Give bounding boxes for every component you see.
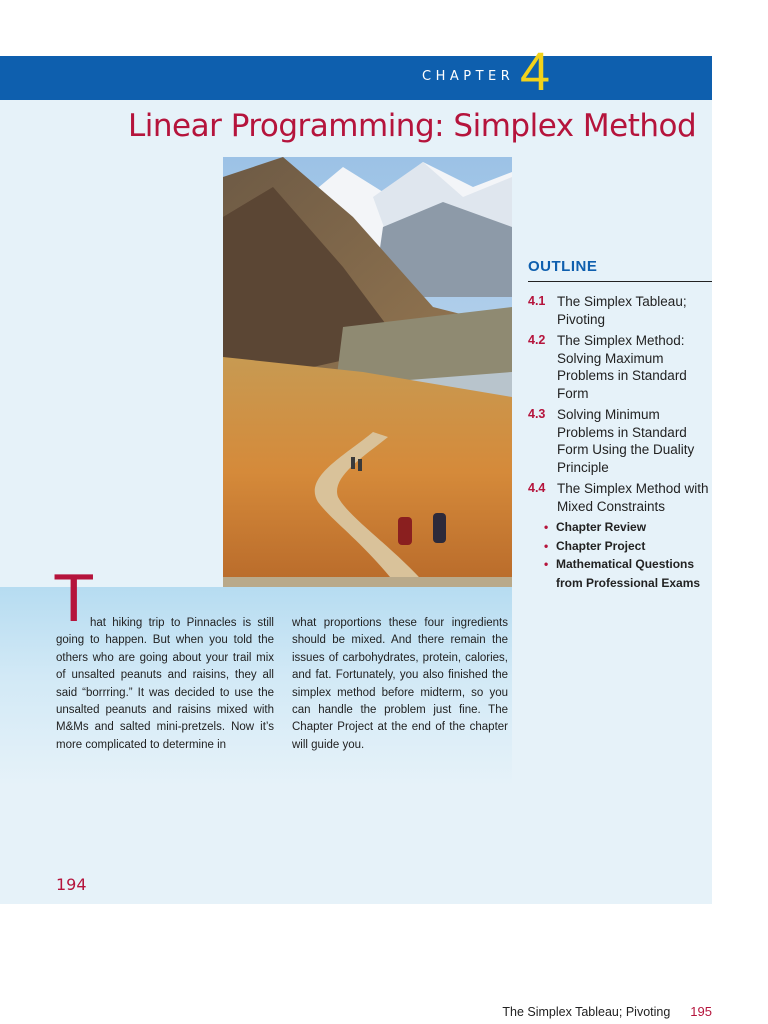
outline-item [528, 293, 712, 328]
intro-column-1: hat hiking trip to Pinnacles is still going to happen. But when you told the others who are going about your trail mix of unsalted peanuts and raisins, they all said “borrring.” It was decided to use the unsalted peanuts and raisins mixed with M&Ms and salted mini-pretzels. Now it’s more complicated to determine in [56, 617, 274, 751]
bullet-text: Mathematical Questions from Professional Exams [556, 557, 701, 590]
bullet-item [544, 518, 714, 537]
outline-bullets [544, 518, 714, 592]
page-number-left: 194 [56, 875, 87, 894]
chapter-bar [0, 56, 712, 100]
bullet-item [544, 555, 714, 592]
page-number-right: 195 [690, 1004, 712, 1019]
bullet-item [544, 537, 714, 556]
outline-divider [528, 281, 712, 282]
outline-item-number: 4.3 [528, 407, 546, 421]
outline-list [528, 293, 712, 519]
outline-item-number: 4.4 [528, 481, 546, 495]
bullet-icon: • [544, 557, 549, 571]
outline-item-number: 4.1 [528, 294, 546, 308]
chapter-label: CHAPTER [422, 69, 515, 84]
running-title: The Simplex Tableau; Pivoting [502, 1005, 671, 1019]
outline-heading: OUTLINE [528, 258, 598, 275]
outline-item-number: 4.2 [528, 333, 546, 347]
bullet-text: Chapter Review [556, 520, 647, 534]
outline-item [528, 480, 712, 515]
outline-item-text: Solving Minimum Problems in Standard Form Using the Duality Principle [557, 407, 695, 475]
outline-item [528, 406, 712, 476]
outline-item-text: The Simplex Method with Mixed Constraints [557, 481, 709, 514]
running-footer [502, 1004, 712, 1019]
hiking-photo [223, 157, 512, 587]
outline-item-text: The Simplex Tableau; Pivoting [557, 294, 687, 327]
drop-cap: T [53, 560, 95, 636]
bullet-icon: • [544, 520, 549, 534]
intro-column-2: what proportions these four ingredients should be mixed. And there remain the issues of carbohydrates, protein, calories, and fat. Fortunately, you also finished the simplex method before midterm, so you can handle the problem just fine. The Chapter Project at the end of the chapter will guide you. [292, 617, 508, 751]
bullet-text: Chapter Project [556, 538, 646, 553]
chapter-title: Linear Programming: Simplex Method [128, 108, 697, 144]
bullet-icon: • [544, 538, 549, 553]
outline-item [528, 332, 712, 402]
outline-item-text: The Simplex Method: Solving Maximum Problems in Standard Form [557, 333, 687, 401]
chapter-number: 4 [520, 42, 551, 102]
